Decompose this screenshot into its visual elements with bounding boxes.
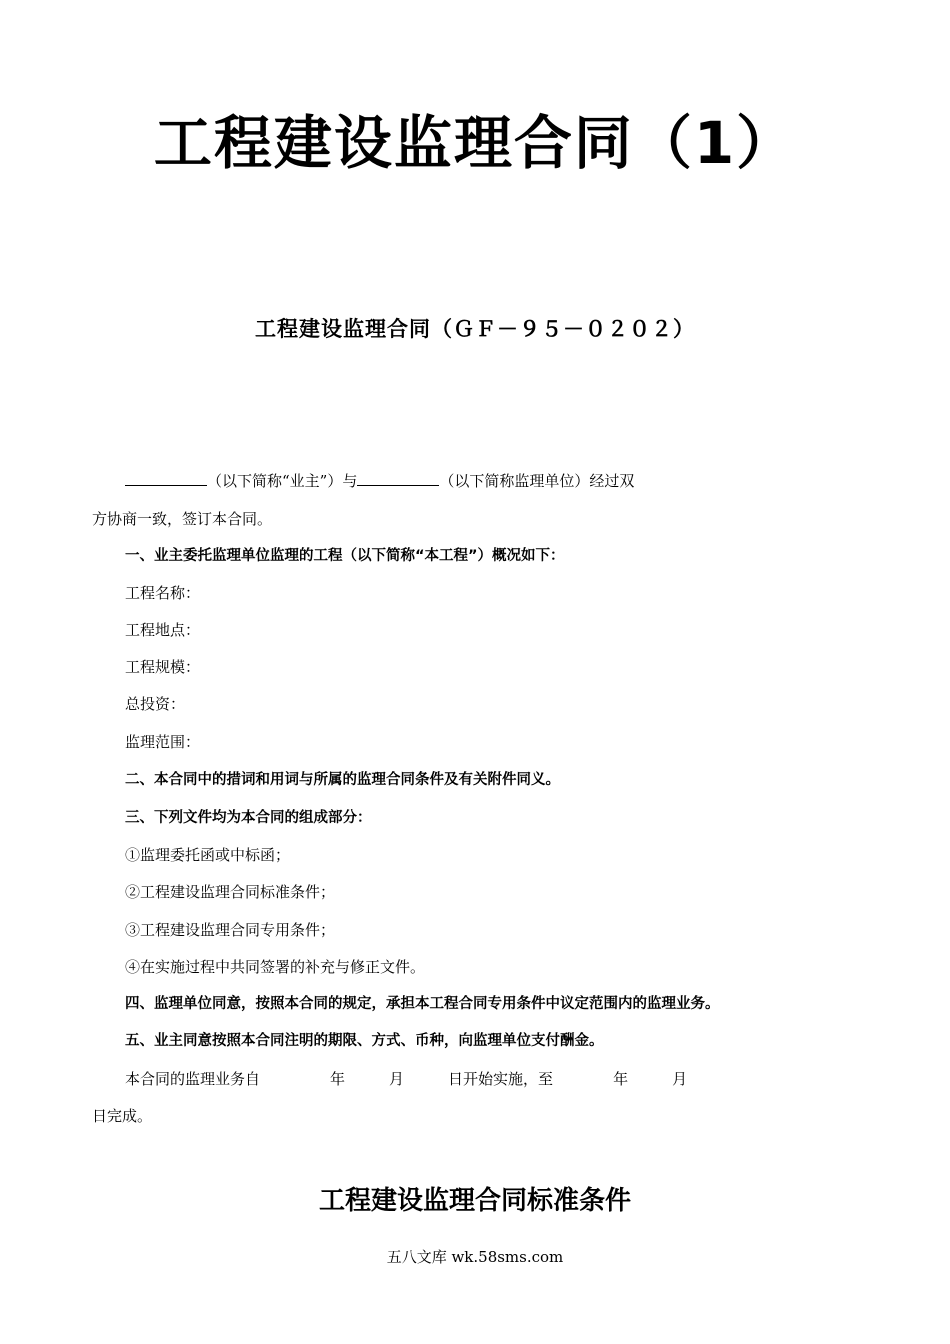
period-end-month: 月 [672,1070,688,1088]
document-item-1: ①监理委托函或中标函； [125,846,291,864]
period-start-month: 月 [389,1070,405,1088]
period-end-year: 年 [613,1070,629,1088]
intro-line-1 [125,471,634,491]
owner-blank [125,471,207,486]
document-item-2: ②工程建设监理合同标准条件； [125,883,336,901]
clause-1: 一、业主委托监理单位监理的工程（以下简称“本工程”）概况如下： [125,548,565,564]
footer-watermark: 五八文库 wk.58sms.com [386,1248,564,1266]
sub-title: 工程建设监理合同（ＧＦ－９５－０２０２） [255,317,695,341]
document-item-4: ④在实施过程中共同签署的补充与修正文件。 [125,958,426,976]
clause-5: 五、业主同意按照本合同注明的期限、方式、币种，向监理单位支付酬金。 [125,1033,604,1049]
intro-line-2: 方协商一致，签订本合同。 [92,510,273,528]
period-line-2: 日完成。 [92,1107,153,1125]
field-total-investment: 总投资： [125,695,186,713]
field-project-location: 工程地点： [125,621,201,639]
field-project-name: 工程名称： [125,584,201,602]
clause-4: 四、监理单位同意，按照本合同的规定，承担本工程合同专用条件中议定范围内的监理业务。 [125,996,720,1012]
clause-3: 三、下列文件均为本合同的组成部分： [125,810,372,826]
field-supervision-scope: 监理范围： [125,733,201,751]
period-line-1 [125,1069,687,1089]
document-item-3: ③工程建设监理合同专用条件； [125,921,336,939]
main-title: 工程建设监理合同（1） [153,109,797,177]
clause-2: 二、本合同中的措词和用词与所属的监理合同条件及有关附件同义。 [125,772,560,788]
intro-part-1: （以下简称“业主”）与 [207,472,358,490]
supervisor-blank [357,471,439,486]
field-project-scale: 工程规模： [125,658,201,676]
period-prefix: 本合同的监理业务自 [125,1070,261,1088]
period-start-year: 年 [330,1070,346,1088]
section-title: 工程建设监理合同标准条件 [318,1186,631,1216]
period-start-text: 日开始实施，至 [448,1070,554,1088]
intro-part-2: （以下简称监理单位）经过双 [439,472,635,490]
